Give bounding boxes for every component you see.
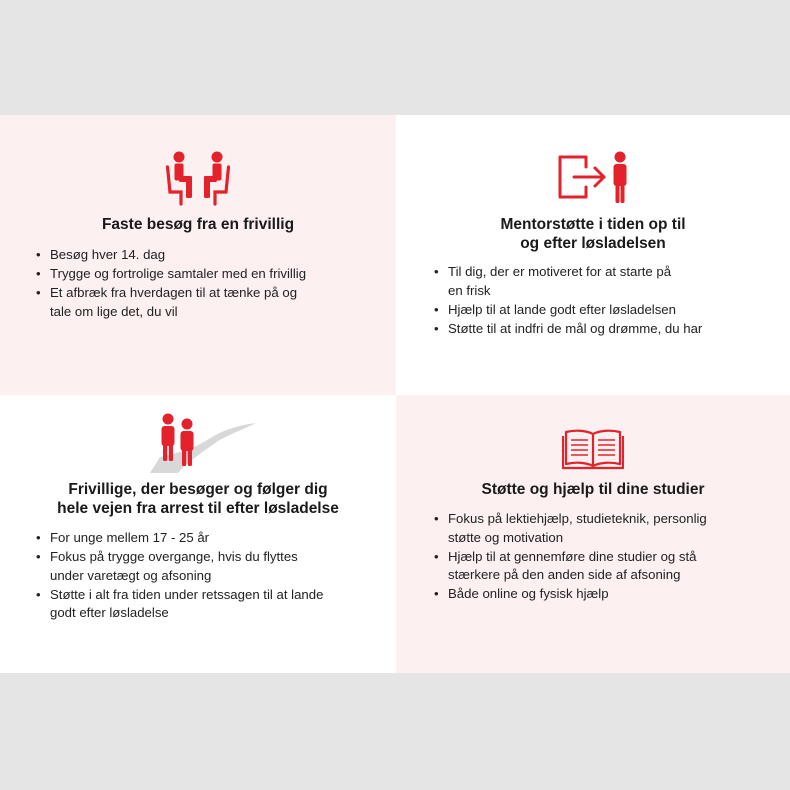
open-book-icon — [562, 428, 624, 470]
card-title: Frivillige, der besøger og følger dig hele vejen fra arrest til efter løsladelse — [57, 481, 339, 517]
card-title: Mentorstøtte i tiden op til og efter løsladelsen — [500, 216, 686, 252]
list-item: • Hjælp til at gennemføre dine studier og stå stærkere på den anden side af afsoning — [432, 548, 777, 585]
bullet-list — [34, 529, 384, 623]
card-title: Faste besøg fra en frivillig — [101, 216, 295, 233]
bullet-list — [432, 263, 777, 339]
list-item: • Besøg hver 14. dag — [34, 246, 374, 265]
list-item: • Både online og fysisk hjælp — [432, 585, 777, 604]
two-people-sitting-icon — [165, 151, 231, 207]
list-item: • Trygge og fortrolige samtaler med en frivillig — [34, 265, 374, 284]
list-item: • Til dig, der er motiveret for at starte på en frisk — [432, 263, 777, 300]
list-item: • Fokus på trygge overgange, hvis du flyttes under varetægt og afsoning — [34, 548, 384, 585]
services-grid — [0, 115, 790, 673]
card-title: Støtte og hjælp til dine studier — [481, 481, 705, 498]
list-item: • Et afbræk fra hverdagen til at tænke på og tale om lige det, du vil — [34, 284, 374, 321]
card-faste-besoeg — [0, 115, 396, 395]
card-studier — [396, 395, 790, 673]
bullet-list — [432, 510, 777, 604]
list-item: • Hjælp til at lande godt efter løsladelsen — [432, 301, 777, 320]
list-item: • Støtte til at indfri de mål og drømme, du har — [432, 320, 777, 339]
card-mentorstoette — [396, 115, 790, 395]
exit-door-person-icon — [556, 151, 632, 205]
two-people-walking-road-icon — [148, 411, 258, 473]
list-item: • Fokus på lektiehjælp, studieteknik, personlig støtte og motivation — [432, 510, 777, 547]
card-frivillige-foelger — [0, 395, 396, 673]
list-item: • Støtte i alt fra tiden under retssagen til at lande godt efter løsladelse — [34, 586, 384, 623]
bullet-list — [34, 246, 374, 322]
list-item: • For unge mellem 17 - 25 år — [34, 529, 384, 548]
